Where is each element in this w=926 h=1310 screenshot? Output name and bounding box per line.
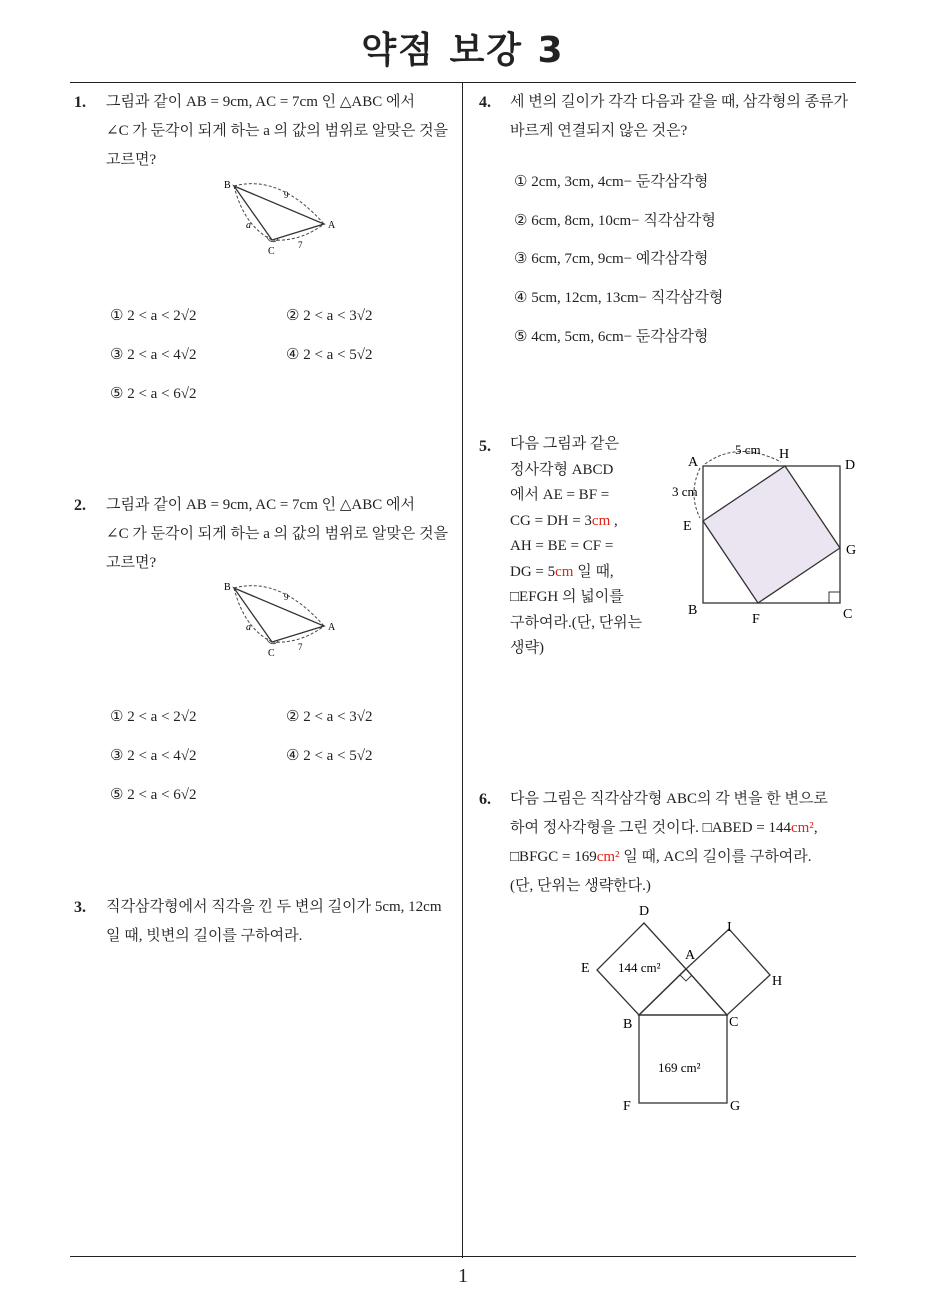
side-label: 9 (284, 190, 289, 200)
question-line: 고르면? (106, 555, 157, 571)
answer-option[interactable]: ③ 2 < a < 4√2 (110, 347, 197, 363)
area-label: 169 cm² (658, 1060, 701, 1075)
question-line: 생략) (510, 640, 544, 656)
answer-option[interactable]: ④ 2 < a < 5√2 (286, 347, 373, 363)
answer-option[interactable]: ① 2cm, 3cm, 4cm− 둔각삼각형 (514, 174, 709, 190)
unit-cm: cm (555, 563, 574, 580)
question-line: □BFGC = 169cm² 일 때, AC의 길이를 구하여라. (510, 849, 812, 865)
vertex-label: C (268, 246, 275, 257)
question-line: 세 변의 길이가 각각 다음과 같을 때, 삼각형의 종류가 (510, 94, 849, 110)
question-line: 구하여라.(단, 단위는 (510, 614, 643, 631)
question-text (510, 785, 862, 901)
question-number: 5. (479, 438, 491, 455)
question-text (510, 88, 860, 146)
vertex-label: D (845, 458, 856, 473)
vertex-label: G (846, 543, 857, 558)
answer-option[interactable]: ② 2 < a < 3√2 (286, 709, 373, 725)
question-text (106, 893, 456, 951)
question-line: CG = DH = 3cm , (510, 512, 618, 529)
vertex-label: H (779, 447, 790, 462)
vertex-label: E (683, 519, 692, 534)
vertex-label: A (688, 455, 699, 470)
question-line: DG = 5cm 일 때, (510, 563, 614, 580)
side-label: 7 (298, 642, 303, 652)
vertex-label: F (623, 1099, 631, 1114)
vertex-label: B (224, 180, 231, 191)
answer-option[interactable]: ② 2 < a < 3√2 (286, 308, 373, 324)
answer-option[interactable]: ⑤ 2 < a < 6√2 (110, 787, 197, 803)
question-number: 2. (74, 497, 86, 514)
vertex-label: H (772, 974, 783, 989)
vertex-label: C (729, 1015, 739, 1030)
vertex-label: E (581, 961, 590, 976)
question-line: 다음 그림과 같은 (510, 436, 619, 452)
length-label: 5 cm (735, 442, 761, 457)
answer-option[interactable]: ⑤ 2 < a < 6√2 (110, 386, 197, 402)
length-label: 3 cm (672, 484, 698, 499)
question-line: 직각삼각형에서 직각을 낀 두 변의 길이가 5cm, 12cm (106, 899, 442, 915)
question-line: AH = BE = CF = (510, 538, 614, 554)
answer-option[interactable]: ② 6cm, 8cm, 10cm− 직각삼각형 (514, 213, 716, 229)
question-number: 3. (74, 899, 86, 916)
question-text (106, 491, 456, 578)
vertex-label: F (752, 612, 760, 626)
question-number: 6. (479, 791, 491, 808)
vertex-label: B (688, 603, 698, 618)
side-label: a (246, 622, 251, 633)
column-divider (462, 83, 463, 1258)
question-text (510, 432, 660, 662)
square-figure (668, 436, 868, 626)
answer-option[interactable]: ① 2 < a < 2√2 (110, 709, 197, 725)
question-line: 다음 그림은 직각삼각형 ABC의 각 변을 한 변으로 (510, 791, 828, 807)
area-label: 144 cm² (618, 960, 661, 975)
question-line: 일 때, 빗변의 길이를 구하여라. (106, 928, 303, 944)
side-label: a (246, 220, 251, 231)
answer-option[interactable]: ⑤ 4cm, 5cm, 6cm− 둔각삼각형 (514, 329, 709, 345)
unit-cm: cm (591, 512, 611, 529)
pythagoras-figure (575, 895, 795, 1125)
question-line: 그림과 같이 AB = 9cm, AC = 7cm 인 △ABC 에서 (106, 497, 415, 513)
vertex-label: B (623, 1017, 633, 1032)
triangle-figure (220, 176, 350, 261)
question-line: 그림과 같이 AB = 9cm, AC = 7cm 인 △ABC 에서 (106, 94, 415, 110)
question-line: 하여 정사각형을 그린 것이다. □ABED = 144cm², (510, 820, 818, 836)
vertex-label: I (727, 920, 732, 935)
vertex-label: A (328, 220, 336, 231)
question-line: ∠C 가 둔각이 되게 하는 a 의 값의 범위로 알맞은 것을 (106, 123, 449, 139)
answer-option[interactable]: ④ 5cm, 12cm, 13cm− 직각삼각형 (514, 290, 724, 306)
vertex-label: D (639, 904, 650, 919)
page-title: 약점 보강 3 (361, 30, 565, 71)
question-line: (단, 단위는 생략한다.) (510, 878, 651, 894)
vertex-label: A (685, 948, 696, 963)
vertex-label: G (730, 1099, 741, 1114)
unit-cm2: cm² (790, 820, 814, 836)
answer-option[interactable]: ④ 2 < a < 5√2 (286, 748, 373, 764)
bottom-rule (70, 1256, 856, 1257)
vertex-label: A (328, 622, 336, 633)
question-line: 정사각형 ABCD (510, 461, 614, 478)
side-label: 9 (284, 592, 289, 602)
vertex-label: C (843, 607, 853, 622)
question-number: 4. (479, 94, 491, 111)
unit-cm2: cm² (596, 849, 620, 865)
triangle-figure (220, 578, 350, 663)
question-line: 바르게 연결되지 않은 것은? (510, 123, 688, 139)
question-line: ∠C 가 둔각이 되게 하는 a 의 값의 범위로 알맞은 것을 (106, 526, 449, 542)
vertex-label: C (268, 648, 275, 659)
question-text (106, 88, 456, 175)
question-line: □EFGH 의 넓이를 (510, 589, 624, 605)
vertex-label: B (224, 582, 231, 593)
question-number: 1. (74, 94, 86, 111)
question-line: 고르면? (106, 152, 157, 168)
top-rule (70, 82, 856, 83)
side-label: 7 (298, 240, 303, 250)
page-number: 1 (458, 1265, 468, 1287)
answer-option[interactable]: ③ 6cm, 7cm, 9cm− 예각삼각형 (514, 251, 709, 267)
answer-option[interactable]: ① 2 < a < 2√2 (110, 308, 197, 324)
question-line: 에서 AE = BF = (510, 487, 610, 503)
answer-option[interactable]: ③ 2 < a < 4√2 (110, 748, 197, 764)
